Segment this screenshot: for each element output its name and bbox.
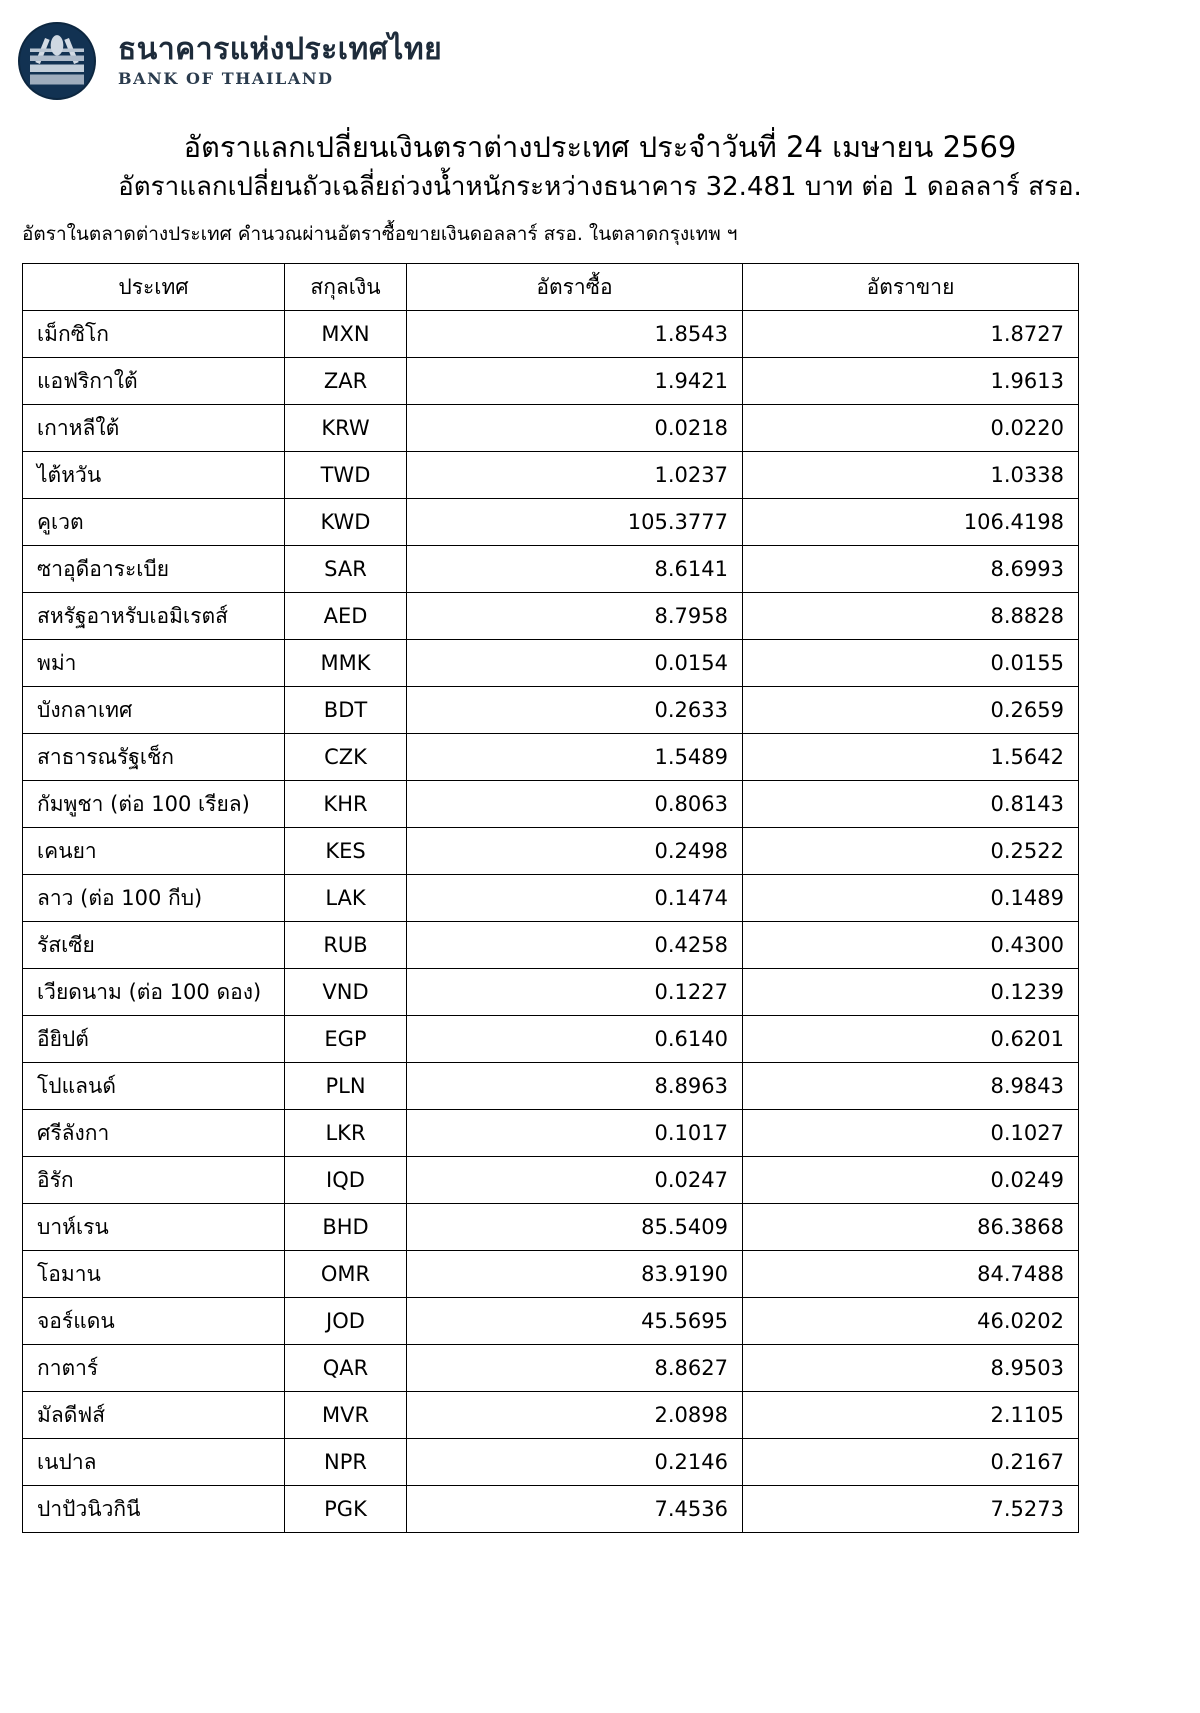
cell-country: ซาอุดีอาระเบีย — [23, 546, 285, 593]
cell-buy-rate: 0.1227 — [407, 969, 743, 1016]
cell-buy-rate: 1.8543 — [407, 311, 743, 358]
cell-country: อียิปต์ — [23, 1016, 285, 1063]
cell-currency: PGK — [285, 1486, 407, 1533]
exchange-rate-table — [22, 263, 1079, 1533]
cell-buy-rate: 1.9421 — [407, 358, 743, 405]
cell-country: สาธารณรัฐเช็ก — [23, 734, 285, 781]
cell-buy-rate: 8.8963 — [407, 1063, 743, 1110]
exchange-rate-table-wrapper — [22, 263, 1178, 1533]
cell-country: ปาปัวนิวกินี — [23, 1486, 285, 1533]
cell-buy-rate: 8.8627 — [407, 1345, 743, 1392]
cell-currency: QAR — [285, 1345, 407, 1392]
cell-currency: SAR — [285, 546, 407, 593]
cell-sell-rate: 2.1105 — [743, 1392, 1079, 1439]
cell-currency: ZAR — [285, 358, 407, 405]
table-row — [23, 1063, 1079, 1110]
cell-currency: CZK — [285, 734, 407, 781]
cell-sell-rate: 1.0338 — [743, 452, 1079, 499]
cell-buy-rate: 2.0898 — [407, 1392, 743, 1439]
cell-sell-rate: 1.9613 — [743, 358, 1079, 405]
cell-country: บาห์เรน — [23, 1204, 285, 1251]
cell-sell-rate: 106.4198 — [743, 499, 1079, 546]
cell-buy-rate: 83.9190 — [407, 1251, 743, 1298]
column-header-currency: สกุลเงิน — [285, 264, 407, 311]
page-header — [0, 0, 1200, 108]
cell-currency: MXN — [285, 311, 407, 358]
cell-country: ไต้หวัน — [23, 452, 285, 499]
cell-currency: BHD — [285, 1204, 407, 1251]
table-row — [23, 1204, 1079, 1251]
brand-name-english: BANK OF THAILAND — [118, 69, 334, 88]
cell-sell-rate: 1.8727 — [743, 311, 1079, 358]
cell-currency: MVR — [285, 1392, 407, 1439]
cell-sell-rate: 7.5273 — [743, 1486, 1079, 1533]
brand-name-thai: ธนาคารแห่งประเทศไทย — [118, 32, 443, 67]
cell-currency: NPR — [285, 1439, 407, 1486]
cell-sell-rate: 46.0202 — [743, 1298, 1079, 1345]
cell-sell-rate: 0.8143 — [743, 781, 1079, 828]
cell-country: พม่า — [23, 640, 285, 687]
cell-currency: IQD — [285, 1157, 407, 1204]
table-row — [23, 1345, 1079, 1392]
page-title: อัตราแลกเปลี่ยนเงินตราต่างประเทศ ประจำวันที่ 24 เมษายน 2569 — [183, 130, 1017, 164]
table-row — [23, 828, 1079, 875]
cell-sell-rate: 8.8828 — [743, 593, 1079, 640]
cell-sell-rate: 8.9503 — [743, 1345, 1079, 1392]
cell-currency: KHR — [285, 781, 407, 828]
cell-buy-rate: 45.5695 — [407, 1298, 743, 1345]
cell-country: เม็กซิโก — [23, 311, 285, 358]
cell-currency: PLN — [285, 1063, 407, 1110]
cell-sell-rate: 86.3868 — [743, 1204, 1079, 1251]
table-row — [23, 452, 1079, 499]
cell-buy-rate: 0.6140 — [407, 1016, 743, 1063]
cell-buy-rate: 1.5489 — [407, 734, 743, 781]
cell-sell-rate: 0.0249 — [743, 1157, 1079, 1204]
column-header-sell-rate: อัตราขาย — [743, 264, 1079, 311]
table-row — [23, 1157, 1079, 1204]
cell-country: แอฟริกาใต้ — [23, 358, 285, 405]
cell-country: เกาหลีใต้ — [23, 405, 285, 452]
table-row — [23, 1439, 1079, 1486]
table-row — [23, 1016, 1079, 1063]
table-row — [23, 687, 1079, 734]
cell-buy-rate: 105.3777 — [407, 499, 743, 546]
table-row — [23, 499, 1079, 546]
table-header — [23, 264, 1079, 311]
cell-country: ศรีลังกา — [23, 1110, 285, 1157]
bank-of-thailand-seal-icon — [18, 22, 96, 100]
table-row — [23, 546, 1079, 593]
cell-sell-rate: 0.0155 — [743, 640, 1079, 687]
cell-currency: RUB — [285, 922, 407, 969]
cell-currency: KES — [285, 828, 407, 875]
cell-country: อิรัก — [23, 1157, 285, 1204]
cell-country: มัลดีฟส์ — [23, 1392, 285, 1439]
seal-arm-left-icon — [35, 38, 49, 64]
cell-currency: KRW — [285, 405, 407, 452]
cell-country: สหรัฐอาหรับเอมิเรตส์ — [23, 593, 285, 640]
cell-country: เคนยา — [23, 828, 285, 875]
table-row — [23, 922, 1079, 969]
cell-country: กาตาร์ — [23, 1345, 285, 1392]
cell-buy-rate: 0.0154 — [407, 640, 743, 687]
cell-buy-rate: 0.2146 — [407, 1439, 743, 1486]
cell-currency: VND — [285, 969, 407, 1016]
table-header-row — [23, 264, 1079, 311]
cell-buy-rate: 0.1474 — [407, 875, 743, 922]
cell-country: รัสเซีย — [23, 922, 285, 969]
cell-country: กัมพูชา (ต่อ 100 เรียล) — [23, 781, 285, 828]
cell-currency: EGP — [285, 1016, 407, 1063]
title-block — [0, 108, 1200, 207]
cell-buy-rate: 1.0237 — [407, 452, 743, 499]
cell-currency: OMR — [285, 1251, 407, 1298]
cell-buy-rate: 7.4536 — [407, 1486, 743, 1533]
cell-sell-rate: 0.1489 — [743, 875, 1079, 922]
cell-buy-rate: 0.2633 — [407, 687, 743, 734]
cell-sell-rate: 1.5642 — [743, 734, 1079, 781]
cell-buy-rate: 0.4258 — [407, 922, 743, 969]
table-row — [23, 358, 1079, 405]
table-row — [23, 1392, 1079, 1439]
cell-sell-rate: 0.2659 — [743, 687, 1079, 734]
table-row — [23, 734, 1079, 781]
page-subtitle: อัตราแลกเปลี่ยนถัวเฉลี่ยถ่วงน้ำหนักระหว่างธนาคาร 32.481 บาท ต่อ 1 ดอลลาร์ สรอ. — [118, 172, 1082, 203]
table-body — [23, 311, 1079, 1533]
cell-buy-rate: 0.0247 — [407, 1157, 743, 1204]
table-row — [23, 593, 1079, 640]
cell-sell-rate: 0.4300 — [743, 922, 1079, 969]
cell-buy-rate: 0.8063 — [407, 781, 743, 828]
cell-sell-rate: 0.2522 — [743, 828, 1079, 875]
cell-sell-rate: 0.1027 — [743, 1110, 1079, 1157]
cell-sell-rate: 0.1239 — [743, 969, 1079, 1016]
table-row — [23, 969, 1079, 1016]
cell-currency: TWD — [285, 452, 407, 499]
table-row — [23, 1110, 1079, 1157]
table-row — [23, 311, 1079, 358]
cell-buy-rate: 85.5409 — [407, 1204, 743, 1251]
cell-country: ลาว (ต่อ 100 กีบ) — [23, 875, 285, 922]
cell-currency: MMK — [285, 640, 407, 687]
cell-buy-rate: 0.2498 — [407, 828, 743, 875]
cell-country: คูเวต — [23, 499, 285, 546]
brand-block — [118, 32, 443, 88]
cell-currency: JOD — [285, 1298, 407, 1345]
cell-currency: BDT — [285, 687, 407, 734]
cell-currency: LAK — [285, 875, 407, 922]
table-row — [23, 1486, 1079, 1533]
cell-buy-rate: 0.1017 — [407, 1110, 743, 1157]
cell-country: จอร์แดน — [23, 1298, 285, 1345]
cell-sell-rate: 0.6201 — [743, 1016, 1079, 1063]
cell-country: บังกลาเทศ — [23, 687, 285, 734]
table-row — [23, 875, 1079, 922]
cell-buy-rate: 8.7958 — [407, 593, 743, 640]
cell-country: เวียดนาม (ต่อ 100 ดอง) — [23, 969, 285, 1016]
page-note: อัตราในตลาดต่างประเทศ คำนวณผ่านอัตราซื้อขายเงินดอลลาร์ สรอ. ในตลาดกรุงเทพ ฯ — [22, 223, 738, 246]
cell-country: โอมาน — [23, 1251, 285, 1298]
cell-sell-rate: 8.9843 — [743, 1063, 1079, 1110]
cell-buy-rate: 8.6141 — [407, 546, 743, 593]
table-row — [23, 405, 1079, 452]
column-header-buy-rate: อัตราซื้อ — [407, 264, 743, 311]
column-header-country: ประเทศ — [23, 264, 285, 311]
cell-sell-rate: 0.0220 — [743, 405, 1079, 452]
cell-sell-rate: 0.2167 — [743, 1439, 1079, 1486]
cell-currency: LKR — [285, 1110, 407, 1157]
cell-currency: KWD — [285, 499, 407, 546]
cell-sell-rate: 8.6993 — [743, 546, 1079, 593]
table-row — [23, 781, 1079, 828]
table-row — [23, 640, 1079, 687]
cell-country: โปแลนด์ — [23, 1063, 285, 1110]
seal-arm-right-icon — [64, 38, 78, 64]
table-row — [23, 1251, 1079, 1298]
cell-buy-rate: 0.0218 — [407, 405, 743, 452]
cell-country: เนปาล — [23, 1439, 285, 1486]
cell-sell-rate: 84.7488 — [743, 1251, 1079, 1298]
table-row — [23, 1298, 1079, 1345]
cell-currency: AED — [285, 593, 407, 640]
